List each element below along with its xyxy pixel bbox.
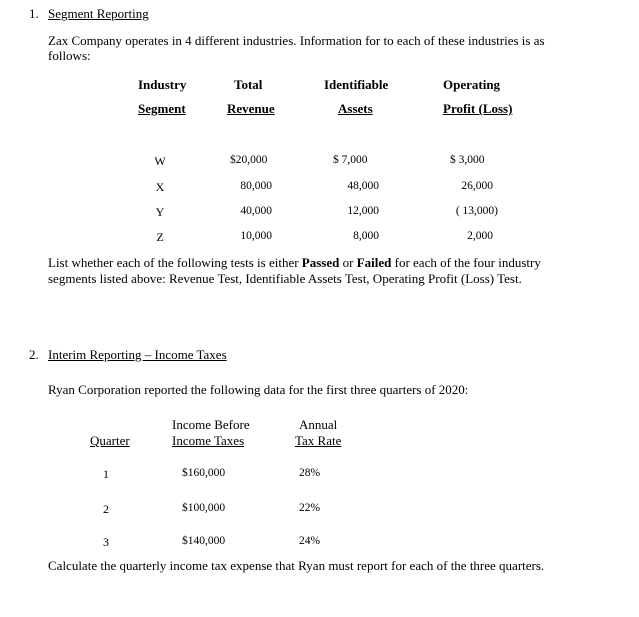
section1-instructions-line2: segments listed above: Revenue Test, Identifiable Assets Test, Operating Profit (Loss) Test.	[48, 271, 522, 286]
row-z-industry: Z	[156, 230, 164, 244]
header-assets-line2: Assets	[338, 101, 373, 116]
row-y-revenue: 40,000	[240, 205, 272, 217]
section1-instructions-line1: List whether each of the following tests is either Passed or Failed for each of the four industry	[48, 255, 541, 270]
header-profit-line2: Profit (Loss)	[443, 101, 513, 116]
row-x-revenue: 80,000	[240, 180, 272, 192]
quarter-1-income: $160,000	[182, 467, 226, 479]
section2-number: 2.	[29, 347, 39, 362]
quarter-2-rate: 22%	[299, 502, 321, 514]
header-assets-line1: Identifiable	[324, 77, 389, 92]
row-x-assets: 48,000	[347, 180, 379, 192]
quarter-2: 2	[103, 502, 109, 516]
header-income-line1: Income Before	[172, 417, 250, 432]
section1-intro: Zax Company operates in 4 different industries. Information for to each of these industries is as follows:	[48, 33, 545, 63]
section2-question: Calculate the quarterly income tax expense that Ryan must report for each of the three quarters.	[48, 558, 545, 573]
header-rate-line2: Tax Rate	[295, 433, 342, 448]
section2-intro: Ryan Corporation reported the following data for the first three quarters of 2020:	[48, 382, 469, 397]
quarter-3-rate: 24%	[299, 535, 321, 547]
row-w-industry: W	[154, 154, 166, 168]
header-quarter: Quarter	[90, 433, 130, 448]
row-w-assets: $ 7,000	[333, 154, 368, 166]
header-revenue-line1: Total	[234, 77, 263, 92]
row-y-profit: ( 13,000)	[455, 205, 498, 217]
header-income-line2: Income Taxes	[172, 433, 245, 448]
section1-title: Segment Reporting	[48, 6, 149, 21]
section1-number: 1.	[29, 6, 39, 21]
row-w-profit: $ 3,000	[450, 154, 485, 166]
quarter-1-rate: 28%	[299, 467, 321, 479]
quarter-2-income: $100,000	[182, 502, 226, 514]
header-revenue-line2: Revenue	[227, 101, 275, 116]
header-industry-line2: Segment	[138, 101, 186, 116]
row-z-revenue: 10,000	[240, 230, 272, 242]
row-y-industry: Y	[155, 205, 165, 219]
quarter-3: 3	[103, 535, 109, 549]
row-x-industry: X	[155, 180, 165, 194]
row-y-assets: 12,000	[347, 205, 379, 217]
quarter-1: 1	[103, 467, 109, 481]
header-industry-line1: Industry	[138, 77, 187, 92]
header-rate-line1: Annual	[299, 417, 338, 432]
section2-title: Interim Reporting – Income Taxes	[48, 347, 227, 362]
row-z-profit: 2,000	[467, 230, 493, 242]
row-z-assets: 8,000	[353, 230, 379, 242]
quarter-3-income: $140,000	[182, 535, 226, 547]
row-x-profit: 26,000	[461, 180, 493, 192]
row-w-revenue: $20,000	[230, 154, 268, 166]
header-profit-line1: Operating	[443, 77, 501, 92]
